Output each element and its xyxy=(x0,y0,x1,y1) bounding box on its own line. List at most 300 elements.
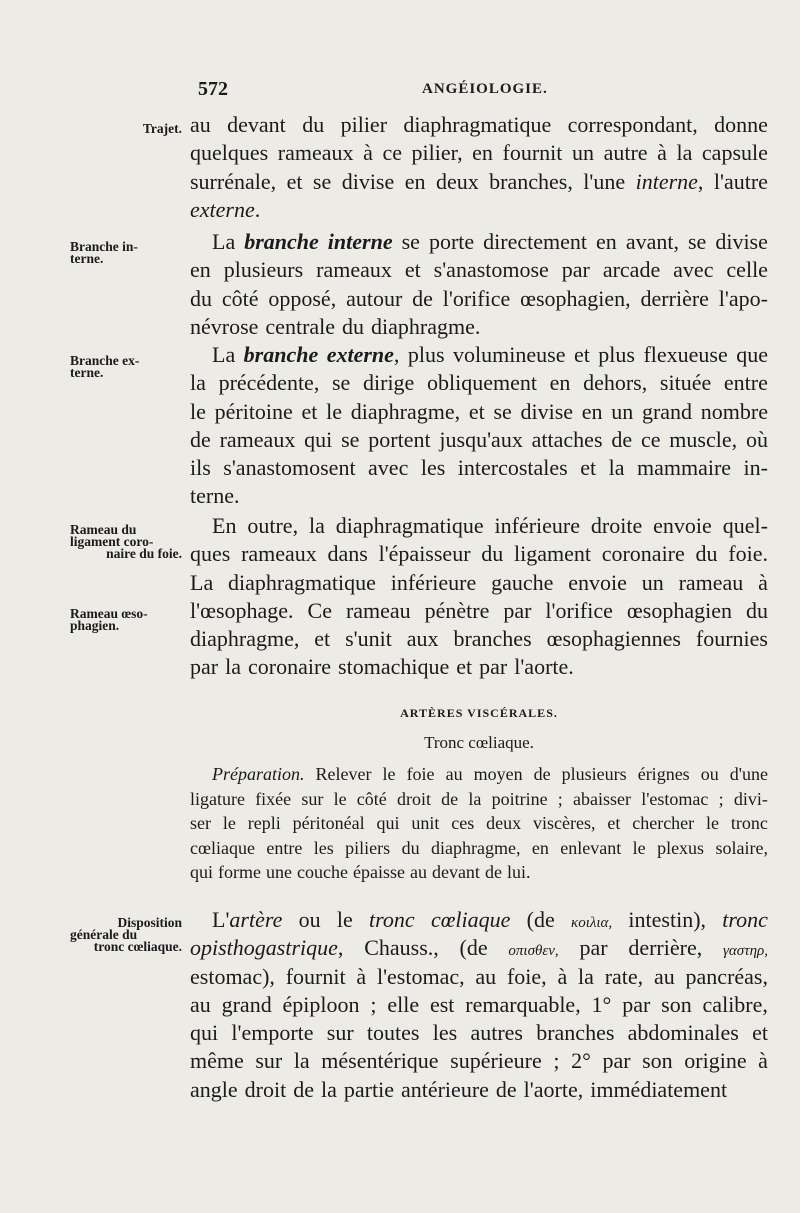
text-line xyxy=(190,341,768,369)
word: par xyxy=(602,1048,631,1074)
word: volumineuse xyxy=(453,342,566,367)
word: pilier xyxy=(340,112,388,137)
word: au xyxy=(653,963,675,989)
word: mésentérique xyxy=(321,1048,439,1074)
margin-note-line: Rameau du xyxy=(70,522,137,537)
text-line xyxy=(190,625,768,653)
word: donne xyxy=(714,112,768,137)
word: dans xyxy=(327,541,368,567)
running-head: ANGÉIOLOGIE. xyxy=(422,81,548,97)
word: en xyxy=(549,370,571,396)
word: chercher xyxy=(632,813,695,833)
word: abaisser xyxy=(573,788,631,809)
word: La xyxy=(212,229,236,254)
word: l'apo- xyxy=(718,285,768,311)
word: portent xyxy=(368,426,431,452)
margin-note-disposition xyxy=(70,917,182,953)
word: fixée xyxy=(255,788,292,809)
word: fournit xyxy=(502,140,563,166)
word: 2° xyxy=(571,1048,591,1074)
word: du xyxy=(695,541,718,567)
word: rameau xyxy=(345,597,411,623)
word: épaisse xyxy=(352,862,405,882)
word: et xyxy=(607,813,621,833)
word: en xyxy=(190,257,211,283)
word: du xyxy=(190,285,212,311)
word: diaphragme, xyxy=(190,626,300,652)
paragraph-branche-interne xyxy=(190,228,768,341)
word: plus xyxy=(407,342,445,367)
word: l'orifice xyxy=(545,597,613,623)
word: de xyxy=(533,764,551,784)
word: ce xyxy=(382,140,402,166)
word: branches xyxy=(453,626,532,652)
word: se xyxy=(401,229,420,254)
text-line xyxy=(190,168,768,196)
margin-note-branche-externe xyxy=(70,355,182,379)
word: devant xyxy=(227,112,286,137)
word: et xyxy=(580,455,597,481)
word: coronaire xyxy=(247,654,332,680)
word: ou xyxy=(298,907,321,932)
text-line xyxy=(190,934,768,962)
word: et xyxy=(573,342,590,367)
word: œsophagien, xyxy=(520,285,631,311)
word: origine xyxy=(684,1048,747,1074)
word: et xyxy=(468,398,485,424)
word: branche xyxy=(244,229,319,254)
word: et xyxy=(286,168,303,194)
word: par xyxy=(561,257,590,283)
word: tronc xyxy=(730,813,768,833)
word: les xyxy=(420,455,446,481)
word: et xyxy=(314,626,331,652)
word: coronaire xyxy=(601,541,685,567)
word: du xyxy=(745,597,768,623)
word: capsule xyxy=(701,140,768,166)
word: grand xyxy=(221,991,272,1017)
section-heading-arteres-viscerales: ARTÈRES VISCÉRALES. xyxy=(400,706,558,720)
word: divise xyxy=(715,229,768,254)
word: s'anastomose xyxy=(433,257,549,283)
word: forme xyxy=(218,862,261,882)
word: par xyxy=(190,654,219,680)
word: la xyxy=(308,513,325,538)
word: obliquement xyxy=(427,370,537,396)
word: En xyxy=(212,513,237,538)
text-line xyxy=(190,1047,768,1075)
word: unit xyxy=(411,813,440,833)
word: au xyxy=(475,963,497,989)
word: estomac), xyxy=(190,963,275,989)
word: son xyxy=(642,1048,673,1074)
word: avec xyxy=(368,455,409,481)
word: attaches xyxy=(531,426,603,452)
word: les xyxy=(432,1020,458,1046)
text-line xyxy=(190,196,768,224)
word: précédente, xyxy=(218,370,320,396)
word: de xyxy=(293,1076,314,1102)
word: rameau xyxy=(678,569,744,595)
word: pilier, xyxy=(411,140,463,166)
margin-note-line: naire du foie. xyxy=(106,546,182,561)
word: rameaux xyxy=(241,541,317,567)
word: enlevant xyxy=(560,837,622,858)
word: où xyxy=(745,426,768,452)
text-line xyxy=(190,991,768,1019)
word: au xyxy=(409,862,427,882)
page-header xyxy=(190,78,770,106)
word: interne, xyxy=(635,168,704,194)
word: avant, xyxy=(625,229,679,254)
margin-note-line: Rameau œso- xyxy=(70,606,148,621)
word: ser xyxy=(190,813,211,833)
word: l'aorte, xyxy=(523,1076,584,1102)
text-line xyxy=(190,836,768,861)
word: stomachique xyxy=(338,654,450,680)
word: côté xyxy=(356,788,387,809)
text-line xyxy=(190,597,768,625)
word: l'épaisseur xyxy=(378,541,471,567)
word: diaphragme. xyxy=(371,313,481,339)
word: solaire, xyxy=(715,837,768,858)
margin-note-trajet xyxy=(70,123,182,135)
word: directement xyxy=(483,229,588,254)
word: centrale xyxy=(265,313,336,339)
word: l'estomac, xyxy=(376,963,465,989)
word: un xyxy=(571,140,594,166)
word: muscle, xyxy=(669,426,738,452)
word: quelques xyxy=(190,140,269,166)
paragraph-rameaux xyxy=(190,512,768,682)
word: Relever xyxy=(315,764,372,784)
text-line xyxy=(190,398,768,426)
text-line xyxy=(190,811,768,836)
word: derrière xyxy=(640,285,709,311)
word: abdominales xyxy=(627,1020,739,1046)
word: diaphragme, xyxy=(350,398,461,424)
text-line xyxy=(190,313,768,341)
word: côté xyxy=(221,285,259,311)
word: plexus xyxy=(657,837,705,858)
word: sur xyxy=(326,1020,354,1046)
word: droite xyxy=(590,513,643,538)
word: quel- xyxy=(722,513,768,538)
word: Préparation. xyxy=(212,764,305,784)
word: de xyxy=(441,788,459,809)
word: plusieurs xyxy=(561,764,627,784)
word: porte xyxy=(428,229,475,254)
word: diaphragmatique xyxy=(228,569,376,595)
word: même xyxy=(190,1048,244,1074)
word: cœliaque xyxy=(190,837,255,858)
word: toutes xyxy=(366,1020,420,1046)
word: partie xyxy=(343,1076,394,1102)
word: opposé, xyxy=(268,285,337,311)
word: au xyxy=(190,112,211,137)
word: en xyxy=(531,837,549,858)
word: in- xyxy=(743,455,768,481)
word: branche xyxy=(243,342,319,367)
word: œsophagien xyxy=(626,597,732,623)
word: autre xyxy=(603,140,648,166)
word: à xyxy=(363,140,373,166)
word: κοιλια, xyxy=(571,915,613,931)
word: externe, xyxy=(326,342,400,367)
word: de xyxy=(484,862,502,882)
word: derrière, xyxy=(628,935,703,961)
margin-note-branche-interne xyxy=(70,241,182,265)
word: les xyxy=(313,837,334,858)
word: L'artère xyxy=(212,907,283,932)
word: épiploon xyxy=(282,991,360,1017)
word: correspondant, xyxy=(567,112,698,137)
word: devant xyxy=(431,862,480,882)
word: l'estomac xyxy=(641,788,709,809)
word: calibre, xyxy=(702,991,768,1017)
word: et xyxy=(404,257,421,283)
word: interne xyxy=(327,229,393,254)
text-line xyxy=(190,540,768,568)
word: névrose xyxy=(190,313,259,339)
text-line xyxy=(190,454,768,482)
word: à xyxy=(356,963,367,989)
word: à xyxy=(557,963,568,989)
word: rameaux xyxy=(219,426,296,452)
word: inférieure xyxy=(390,569,477,595)
text-line xyxy=(190,653,768,681)
page-number: 572 xyxy=(198,78,228,100)
word: supérieure xyxy=(450,1048,542,1074)
word: entre xyxy=(723,370,768,396)
text-line xyxy=(190,1076,768,1104)
word: rameaux xyxy=(316,257,392,283)
word: deux xyxy=(435,168,479,194)
word: de xyxy=(412,285,433,311)
word: un xyxy=(641,569,664,595)
word: remarquable, xyxy=(465,991,581,1017)
word: du xyxy=(302,112,325,137)
word: la xyxy=(608,455,625,481)
text-line xyxy=(190,512,768,540)
text-line xyxy=(190,139,768,167)
word: de xyxy=(495,1076,517,1102)
margin-note-rameau-coronaire xyxy=(70,524,182,560)
word: et xyxy=(456,654,473,680)
text-line xyxy=(190,482,768,510)
margin-note-line: générale du xyxy=(70,927,138,942)
word: se xyxy=(312,168,332,194)
word: arcade xyxy=(602,257,661,283)
word: s'anastomosent xyxy=(223,455,356,481)
word: tronc xyxy=(722,907,768,932)
word: οπισθεν, xyxy=(508,943,559,960)
word: mammaire xyxy=(636,455,732,481)
word: terne. xyxy=(190,483,240,509)
word: ; xyxy=(370,991,377,1017)
word: celle xyxy=(726,257,768,283)
word: foie, xyxy=(506,963,547,989)
word: sur xyxy=(255,1048,283,1074)
word: l'une xyxy=(583,168,626,194)
word: péritonéal xyxy=(292,813,365,833)
paragraph-continuation xyxy=(190,111,768,224)
word: branches xyxy=(536,1020,615,1046)
word: à xyxy=(657,140,667,166)
margin-note-line: phagien. xyxy=(70,618,120,633)
word: rate, xyxy=(604,963,644,989)
word: et xyxy=(752,1020,768,1046)
word: de xyxy=(611,426,633,452)
text-line xyxy=(190,963,768,991)
word: foie xyxy=(406,764,435,784)
margin-note-line: Trajet. xyxy=(142,121,182,136)
word: l'orifice xyxy=(442,285,511,311)
word: ils xyxy=(190,455,211,481)
word: et xyxy=(301,398,318,424)
text-line xyxy=(190,228,768,256)
text-line xyxy=(190,369,768,397)
text-line xyxy=(190,787,768,812)
word: érignes xyxy=(637,764,690,784)
word: lui. xyxy=(506,862,531,882)
word: la xyxy=(225,654,241,680)
word: au xyxy=(190,991,211,1017)
margin-note-line: Disposition xyxy=(117,915,182,930)
word: en xyxy=(581,398,603,424)
margin-note-line: terne. xyxy=(70,251,104,266)
word: elle xyxy=(387,991,420,1017)
word: entre xyxy=(266,837,303,858)
word: divise xyxy=(341,168,395,194)
word: ; xyxy=(718,788,724,809)
word: autres xyxy=(470,1020,523,1046)
word: sur xyxy=(301,788,324,809)
word: s'unit xyxy=(345,626,392,652)
word: une xyxy=(266,862,292,882)
text-line xyxy=(190,569,768,597)
word: qui xyxy=(304,426,333,452)
word: envoie xyxy=(568,569,627,595)
word: le xyxy=(222,813,236,833)
word: en xyxy=(404,168,426,194)
word: la xyxy=(578,963,594,989)
word: aux xyxy=(406,626,439,652)
word: tronc xyxy=(369,907,415,932)
word: l'emporte xyxy=(231,1020,314,1046)
word: qui xyxy=(190,1020,219,1046)
word: le xyxy=(190,398,206,424)
word: en xyxy=(596,229,617,254)
word: antérieure xyxy=(400,1076,489,1102)
word: est xyxy=(429,991,455,1017)
word: divise xyxy=(520,398,574,424)
word: péritoine xyxy=(214,398,293,424)
word: par xyxy=(503,597,532,623)
word: externe. xyxy=(190,196,261,222)
word: cœliaque xyxy=(430,907,511,932)
word: du xyxy=(481,541,504,567)
margin-note-line: tronc cœliaque. xyxy=(93,939,182,954)
word: par xyxy=(579,935,608,961)
word: (de xyxy=(526,907,555,932)
word: (de xyxy=(459,935,488,961)
text-line xyxy=(190,111,768,139)
word: 1° xyxy=(591,991,612,1017)
word: le xyxy=(706,813,720,833)
margin-note-line: Branche ex- xyxy=(70,353,140,368)
word: droit xyxy=(396,788,431,809)
word: ce xyxy=(640,426,661,452)
word: plusieurs xyxy=(223,257,304,283)
margin-note-line: Branche in- xyxy=(70,239,138,254)
word: divi- xyxy=(733,788,768,809)
word: le xyxy=(333,788,347,809)
word: grand xyxy=(641,398,693,424)
word: se xyxy=(493,398,512,424)
word: le xyxy=(336,907,353,932)
word: Ce xyxy=(307,597,332,623)
word: ; xyxy=(557,788,563,809)
word: un xyxy=(611,398,634,424)
word: se xyxy=(341,426,360,452)
text-line xyxy=(190,256,768,284)
word: pénètre xyxy=(424,597,490,623)
word: dehors, xyxy=(583,370,648,396)
word: ces xyxy=(451,813,475,833)
word: envoie xyxy=(653,513,712,538)
word: avec xyxy=(673,257,714,283)
word: au xyxy=(445,764,463,784)
word: ques xyxy=(190,541,231,567)
word: surrénale, xyxy=(190,168,277,194)
word: d'une xyxy=(729,764,768,784)
word: la xyxy=(676,140,693,166)
word: le xyxy=(382,764,396,784)
word: piliers xyxy=(345,837,391,858)
word: deux xyxy=(486,813,522,833)
word: diaphragmatique xyxy=(403,112,552,137)
word: du xyxy=(401,837,420,858)
word: l'aorte. xyxy=(514,654,574,680)
word: repli xyxy=(247,813,281,833)
word: foie. xyxy=(728,541,768,567)
word: l'autre xyxy=(713,168,768,194)
word: intercostales xyxy=(457,455,568,481)
paragraph-preparation xyxy=(190,762,768,885)
word: la xyxy=(320,1076,337,1102)
word: qui xyxy=(190,862,214,882)
word: branches, xyxy=(489,168,573,194)
text-line xyxy=(190,426,768,454)
word: intestin), xyxy=(628,907,707,932)
word: la xyxy=(293,1048,310,1074)
word: La xyxy=(190,569,214,595)
word: le xyxy=(326,398,343,424)
word: ; xyxy=(553,1048,560,1074)
word: diaphragme, xyxy=(430,837,521,858)
margin-note-line: ligament coro- xyxy=(70,534,154,549)
word: immédiatement xyxy=(590,1076,728,1102)
margin-note-rameau-oesophagien xyxy=(70,608,182,632)
word: nombre xyxy=(700,398,768,424)
paragraph-tronc-coeliaque xyxy=(190,906,768,1104)
word: fournit xyxy=(285,963,346,989)
word: l'œsophage. xyxy=(190,597,294,623)
word: la xyxy=(468,788,482,809)
text-line xyxy=(190,1019,768,1047)
paragraph-branche-externe xyxy=(190,341,768,511)
